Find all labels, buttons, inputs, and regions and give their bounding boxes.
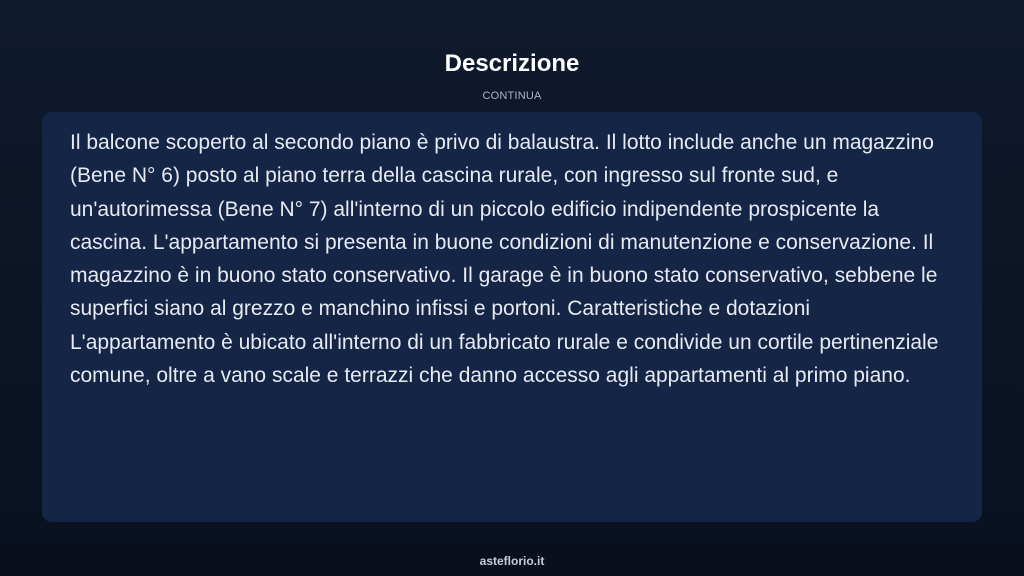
description-text: Il balcone scoperto al secondo piano è privo di balaustra. Il lotto include anche un magazzino (Bene N° 6) posto al piano terra della cascina rurale, con ingresso sul fronte sud, e un'autorimessa (Bene N° 7) all'interno di un piccolo edificio indipendente prospicente la cascina. L'appartamento si presenta in buone condizioni di manutenzione e conservazione. Il magazzino è in buono stato conservativo. Il garage è in buono stato conservativo, sebbene le superfici siano al grezzo e manchino infissi e portoni. Caratteristiche e dotazioni L'appartamento è ubicato all'interno di un fabbricato rurale e condivide un cortile pertinenziale comune, oltre a vano scale e terrazzi che danno accesso agli appartamenti al primo piano. (70, 131, 939, 388)
footer-bar (0, 543, 1024, 576)
page-subtitle: CONTINUA (482, 90, 542, 102)
description-card (42, 112, 982, 522)
page-title: Descrizione (444, 50, 580, 77)
footer-site-label: asteflorio.it (479, 553, 545, 568)
